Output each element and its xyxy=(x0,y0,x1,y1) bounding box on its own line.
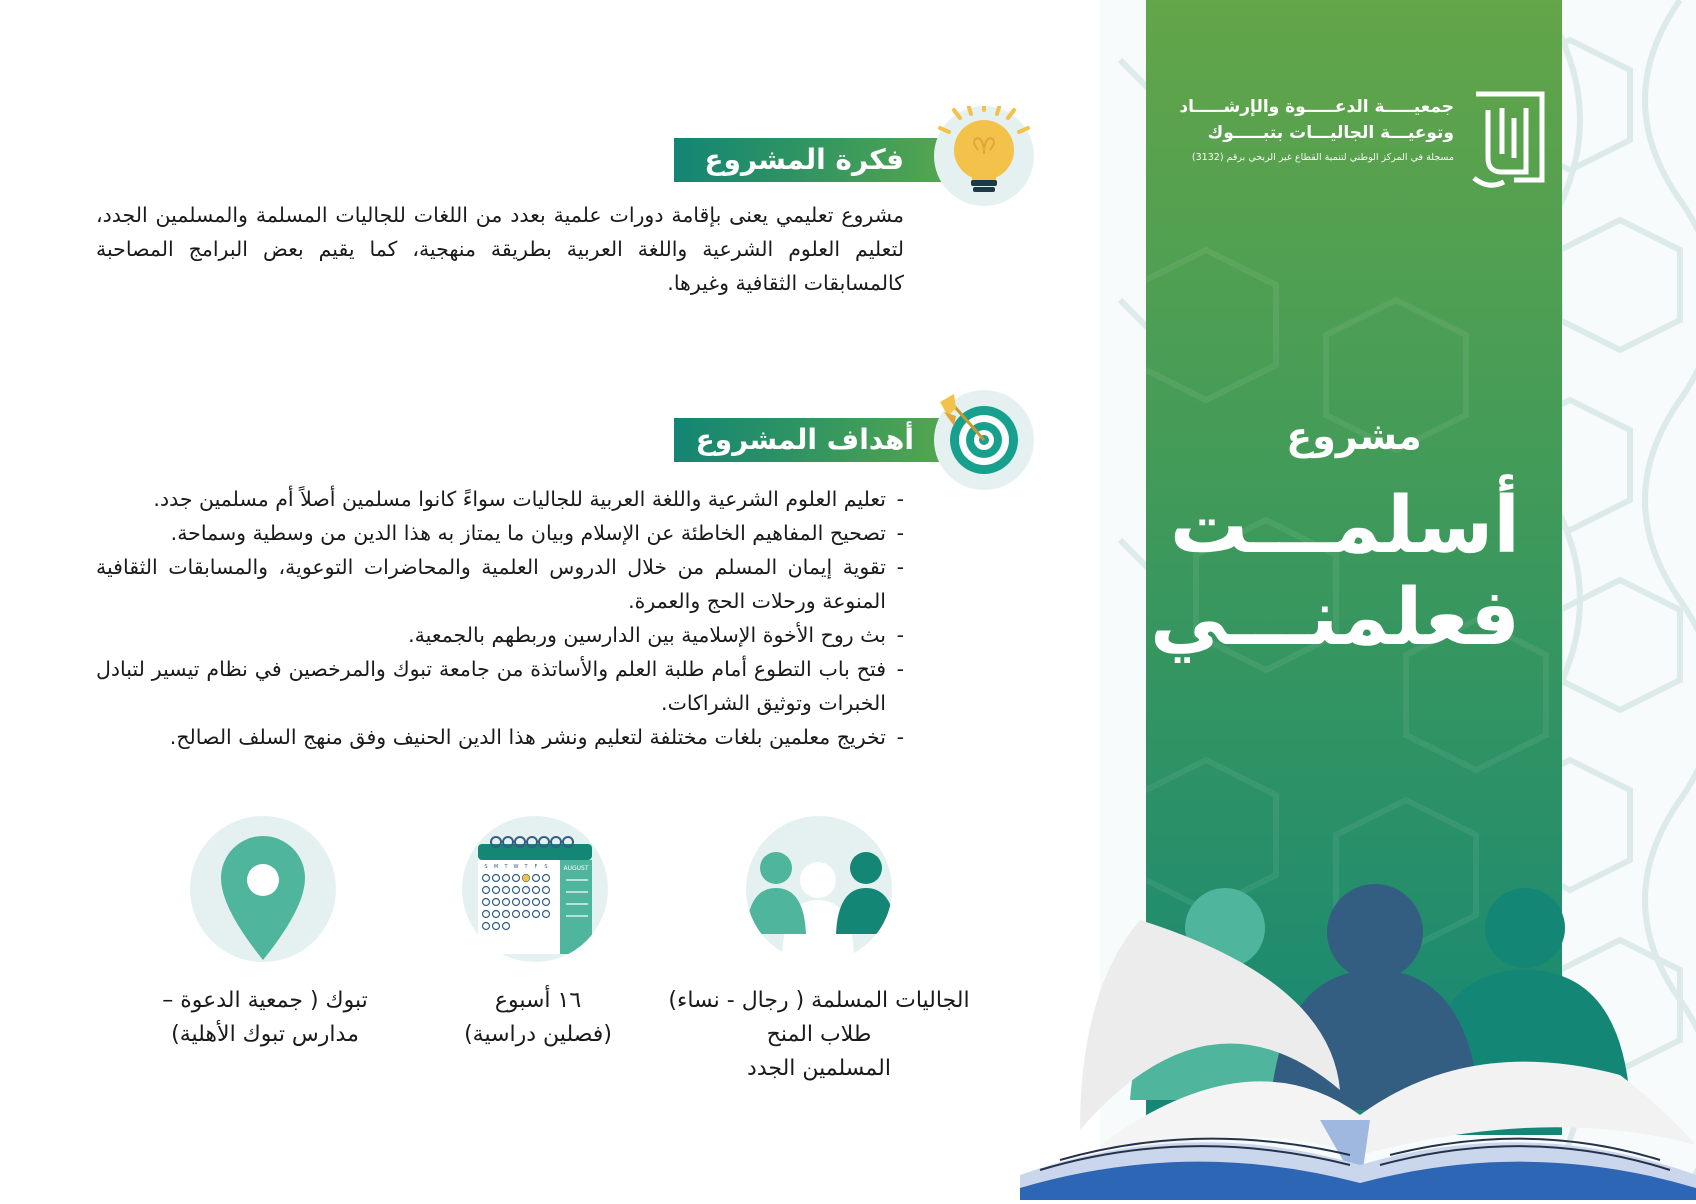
goal-item: - بث روح الأخوة الإسلامية بين الدارسين وربطهم بالجمعية. xyxy=(96,618,904,652)
goal-item: - فتح باب التطوع أمام طلبة العلم والأساتذة من جامعة تبوك والمرخصين في نظام تيسير لتبادل الخبرات وتوثيق الشراكات. xyxy=(96,652,904,720)
calendar-day-label: S xyxy=(484,864,488,870)
location-line: مدارس تبوك الأهلية) xyxy=(171,1022,359,1047)
lightbulb-icon xyxy=(934,106,1034,206)
goal-item: - تعليم العلوم الشرعية واللغة العربية للجاليات سواءً كانوا مسلمين أصلاً أم مسلمين جدد. xyxy=(96,482,904,516)
goals-title: أهداف المشروع xyxy=(695,423,914,456)
goal-item: - تقوية إيمان المسلم من خلال الدروس العلمية والمحاضرات التوعوية، والمسابقات الثقافية المنوعة ورحلات الحج والعمرة. xyxy=(96,550,904,618)
audience-line: الجاليات المسلمة ( رجال - نساء) xyxy=(668,988,970,1013)
project-name xyxy=(1150,480,1520,664)
person-head-middle xyxy=(1327,884,1423,980)
goal-item: - تخريج معلمين بلغات مختلفة لتعليم ونشر هذا الدين الحنيف وفق منهج السلف الصالح. xyxy=(96,720,904,754)
idea-title: فكرة المشروع xyxy=(704,143,904,176)
people-icon xyxy=(746,816,892,962)
calendar-day-label: S xyxy=(544,864,548,870)
person-head-right xyxy=(1485,888,1565,968)
goal-item: - تصحيح المفاهيم الخاطئة عن الإسلام وبيان ما يمتاز به هذا الدين من وسطية وسماحة. xyxy=(96,516,904,550)
audience-line: المسلمين الجدد xyxy=(747,1056,891,1081)
audience-line: طلاب المنح xyxy=(766,1022,872,1047)
people-book-illustration xyxy=(1020,870,1696,1200)
org-name-line-1: جمعيـــــة الدعـــــوة والإرشـــــاد xyxy=(1179,97,1454,117)
org-registration: مسجلة في المركز الوطني لتنمية القطاع غير الربحي برقم (3132) xyxy=(1191,152,1454,163)
organization-name xyxy=(1160,94,1454,166)
audience-info xyxy=(664,984,974,1086)
calendar-day-label: T xyxy=(504,864,508,870)
location-line: تبوك ( جمعية الدعوة – xyxy=(162,988,368,1013)
duration-line: (فصلين دراسية) xyxy=(464,1022,612,1047)
calendar-month: AUGUST xyxy=(563,865,589,872)
location-info xyxy=(130,984,400,1052)
duration-line: ١٦ أسبوع xyxy=(494,988,582,1013)
calendar-day-label: M xyxy=(493,864,499,870)
project-name-line-2: فعلمنـــي xyxy=(1150,573,1520,663)
calendar-day-label: W xyxy=(513,864,519,870)
calendar-day-label: F xyxy=(534,864,538,870)
calendar-day-label: T xyxy=(524,864,528,870)
duration-info xyxy=(420,984,656,1052)
idea-description: مشروع تعليمي يعنى بإقامة دورات علمية بعدد من اللغات للجاليات المسلمة والمسلمين الجدد، لتعليم العلوم الشرعية واللغة العربية بطريقة منهجية، كما يقيم بعض البرامج المصاحبة كالمسابقات الثقافية وغيرها. xyxy=(96,203,904,295)
calendar-icon xyxy=(462,816,608,962)
org-name-line-2: وتوعيـــة الجاليـــات بتبـــــوك xyxy=(1207,123,1454,143)
goals-list xyxy=(96,482,904,754)
target-icon xyxy=(934,390,1034,490)
location-pin-icon xyxy=(190,816,336,962)
project-name-line-1: أسلمـــت xyxy=(1169,481,1520,571)
project-label: مشروع xyxy=(1286,414,1422,458)
organization-logo xyxy=(1468,88,1548,192)
